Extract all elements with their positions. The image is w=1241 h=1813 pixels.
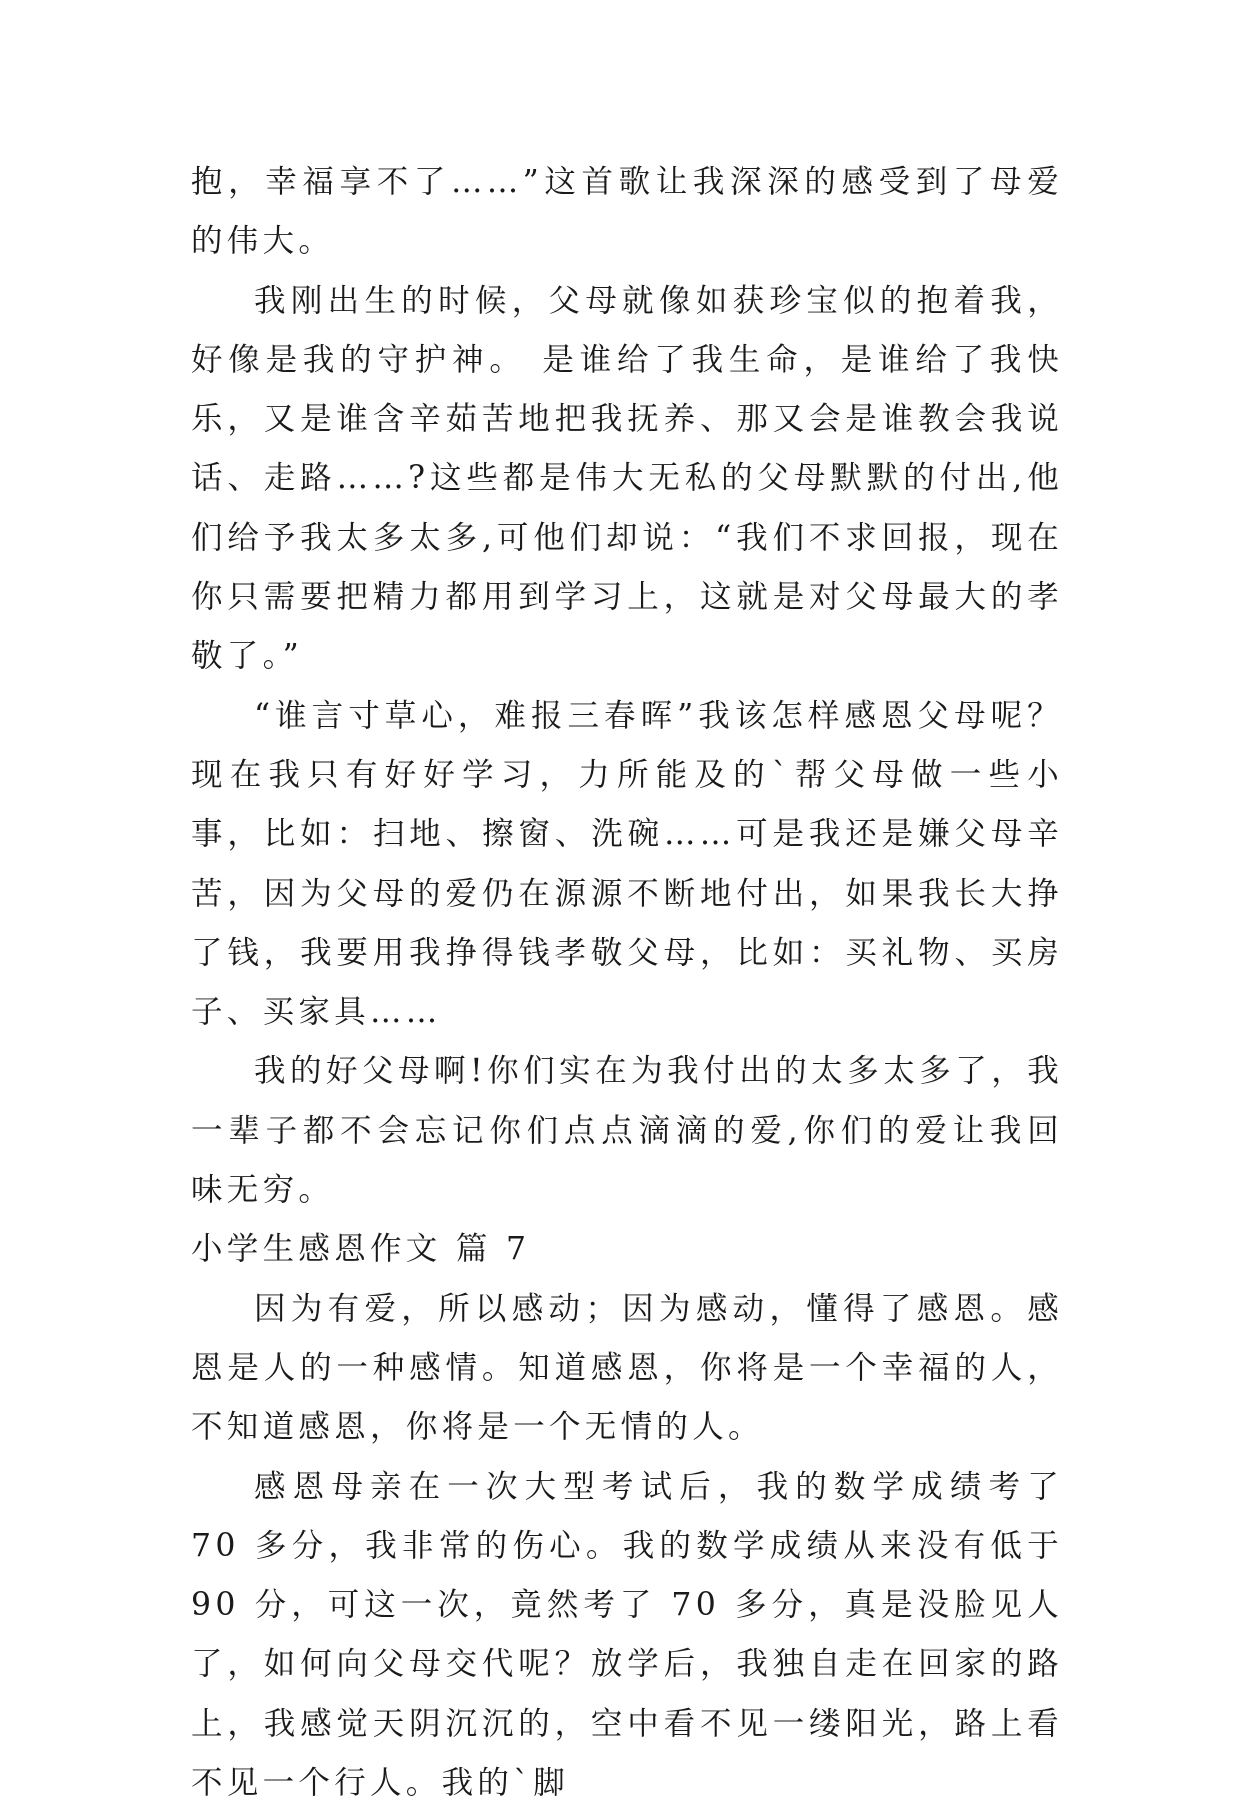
- section-heading: 小学生感恩作文 篇 7: [191, 1231, 531, 1268]
- paragraph: 感恩母亲在一次大型考试后，我的数学成绩考了 70 多分，我非常的伤心。我的数学成绩从来没有低于 90 分，可这一次，竟然考了 70 多分，真是没脸见人了，如何向父母交代呢？放学后，我独自走在回家的路上，我感觉天阴沉沉的，空中看不见一缕阳光，路上看不见一个行人。我的`脚: [191, 1468, 1063, 1802]
- paragraph: “谁言寸草心，难报三春晖”我该怎样感恩父母呢？现在我只有好好学习，力所能及的`帮父母做一些小事，比如：扫地、擦窗、洗碗……可是我还是嫌父母辛苦，因为父母的爱仍在源源不断地付出，如果我长大挣了钱，我要用我挣得钱孝敬父母，比如：买礼物、买房子、买家具……: [191, 697, 1063, 1031]
- document-body: [191, 153, 1063, 1813]
- paragraph-continued: 抱，幸福享不了……”这首歌让我深深的感受到了母爱的伟大。: [191, 164, 1063, 260]
- paragraph: 我的好父母啊!你们实在为我付出的太多太多了，我一辈子都不会忘记你们点点滴滴的爱,你们的爱让我回味无穷。: [191, 1053, 1063, 1209]
- paragraph: 我刚出生的时候，父母就像如获珍宝似的抱着我，好像是我的守护神。 是谁给了我生命，是谁给了我快乐，又是谁含辛茹苦地把我抚养、那又会是谁教会我说话、走路……?这些都是伟大无私的父母默默的付出,他们给予我太多太多,可他们却说：“我们不求回报，现在你只需要把精力都用到学习上，这就是对父母最大的孝敬了。”: [191, 282, 1063, 675]
- paragraph: 因为有爱，所以感动；因为感动，懂得了感恩。感恩是人的一种感情。知道感恩，你将是一个幸福的人，不知道感恩，你将是一个无情的人。: [191, 1290, 1063, 1446]
